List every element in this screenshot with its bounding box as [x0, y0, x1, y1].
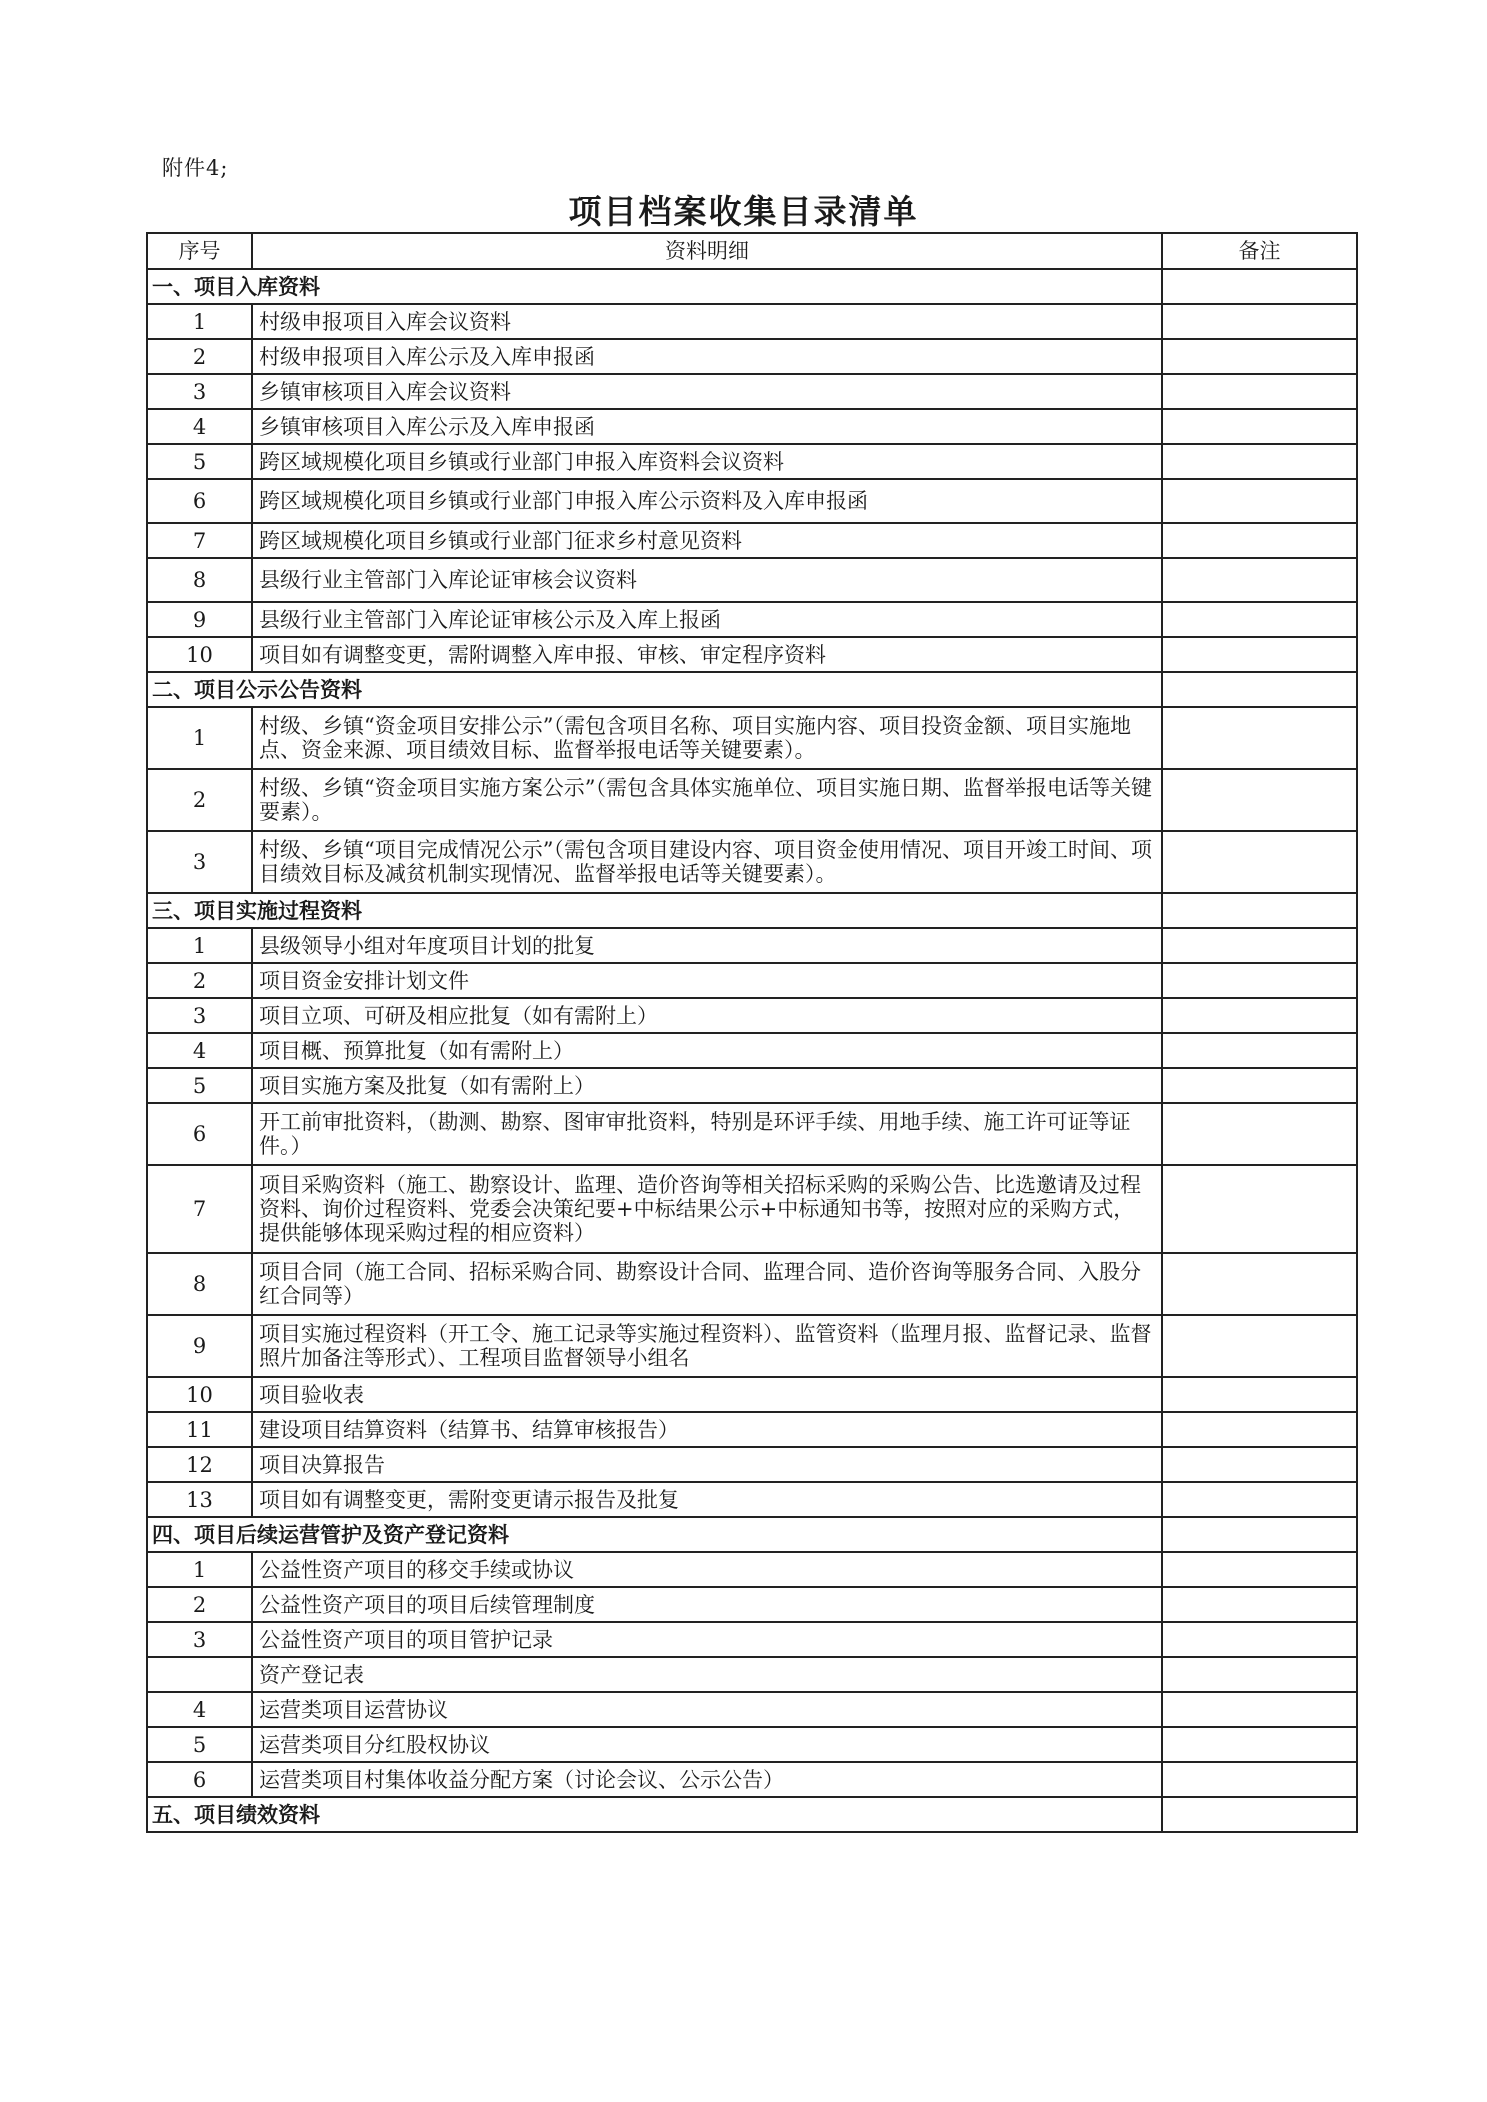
table-row [147, 1377, 1357, 1412]
note-cell [1162, 831, 1357, 893]
section-row [147, 893, 1357, 928]
note-cell [1162, 1727, 1357, 1762]
note-cell [1162, 1315, 1357, 1377]
row-number: 2 [147, 1587, 252, 1622]
table-row [147, 1165, 1357, 1253]
table-row [147, 374, 1357, 409]
table-row [147, 1315, 1357, 1377]
table-row [147, 409, 1357, 444]
row-number: 3 [147, 1622, 252, 1657]
row-number: 5 [147, 1068, 252, 1103]
row-detail: 公益性资产项目的项目后续管理制度 [252, 1587, 1162, 1622]
row-number: 6 [147, 1103, 252, 1165]
row-detail: 项目采购资料（施工、勘察设计、监理、造价咨询等相关招标采购的采购公告、比选邀请及过程资料、询价过程资料、党委会决策纪要+中标结果公示+中标通知书等，按照对应的采购方式，提供能够体现采购过程的相应资料） [252, 1165, 1162, 1253]
row-detail: 县级领导小组对年度项目计划的批复 [252, 928, 1162, 963]
note-cell [1162, 1692, 1357, 1727]
note-cell [1162, 998, 1357, 1033]
row-detail: 村级申报项目入库公示及入库申报函 [252, 339, 1162, 374]
note-cell [1162, 304, 1357, 339]
table-row [147, 1068, 1357, 1103]
note-cell [1162, 1482, 1357, 1517]
archive-checklist-table [146, 232, 1358, 1833]
note-cell [1162, 1517, 1357, 1552]
table-row [147, 637, 1357, 672]
table-row [147, 1482, 1357, 1517]
table-row [147, 558, 1357, 602]
note-cell [1162, 928, 1357, 963]
section-row [147, 269, 1357, 304]
row-detail: 村级、乡镇“资金项目实施方案公示”（需包含具体实施单位、项目实施日期、监督举报电话等关键要素）。 [252, 769, 1162, 831]
section-row [147, 1517, 1357, 1552]
row-detail: 资产登记表 [252, 1657, 1162, 1692]
note-cell [1162, 602, 1357, 637]
table-row [147, 1762, 1357, 1797]
table-row [147, 1622, 1357, 1657]
row-detail: 运营类项目运营协议 [252, 1692, 1162, 1727]
note-cell [1162, 1762, 1357, 1797]
row-detail: 项目立项、可研及相应批复（如有需附上） [252, 998, 1162, 1033]
row-detail: 跨区域规模化项目乡镇或行业部门征求乡村意见资料 [252, 523, 1162, 558]
row-detail: 乡镇审核项目入库公示及入库申报函 [252, 409, 1162, 444]
section-title: 一、项目入库资料 [147, 269, 1162, 304]
table-row [147, 707, 1357, 769]
document-title: 项目档案收集目录清单 [568, 192, 919, 231]
row-number: 4 [147, 409, 252, 444]
note-cell [1162, 1253, 1357, 1315]
section-title: 四、项目后续运营管护及资产登记资料 [147, 1517, 1162, 1552]
section-row [147, 1797, 1357, 1832]
note-cell [1162, 1103, 1357, 1165]
table-body [147, 269, 1357, 1832]
row-detail: 开工前审批资料，（勘测、勘察、图审审批资料，特别是环评手续、用地手续、施工许可证等证件。） [252, 1103, 1162, 1165]
table-row [147, 1657, 1357, 1692]
note-cell [1162, 1552, 1357, 1587]
row-number: 9 [147, 1315, 252, 1377]
row-detail: 运营类项目村集体收益分配方案（讨论会议、公示公告） [252, 1762, 1162, 1797]
header-note: 备注 [1162, 233, 1357, 269]
row-detail: 村级申报项目入库会议资料 [252, 304, 1162, 339]
row-number: 1 [147, 707, 252, 769]
row-number: 6 [147, 1762, 252, 1797]
row-detail: 项目实施过程资料（开工令、施工记录等实施过程资料）、监管资料（监理月报、监督记录、监督照片加备注等形式）、工程项目监督领导小组名 [252, 1315, 1162, 1377]
table-row [147, 1447, 1357, 1482]
table-row [147, 963, 1357, 998]
row-number: 2 [147, 769, 252, 831]
note-cell [1162, 444, 1357, 479]
row-detail: 公益性资产项目的移交手续或协议 [252, 1552, 1162, 1587]
row-detail: 项目资金安排计划文件 [252, 963, 1162, 998]
row-number: 4 [147, 1692, 252, 1727]
row-detail: 跨区域规模化项目乡镇或行业部门申报入库资料会议资料 [252, 444, 1162, 479]
row-detail: 公益性资产项目的项目管护记录 [252, 1622, 1162, 1657]
table-row [147, 1412, 1357, 1447]
row-number: 5 [147, 1727, 252, 1762]
table-row [147, 831, 1357, 893]
row-detail: 乡镇审核项目入库会议资料 [252, 374, 1162, 409]
note-cell [1162, 672, 1357, 707]
note-cell [1162, 1068, 1357, 1103]
note-cell [1162, 558, 1357, 602]
row-detail: 项目合同（施工合同、招标采购合同、勘察设计合同、监理合同、造价咨询等服务合同、入股分红合同等） [252, 1253, 1162, 1315]
row-number: 2 [147, 963, 252, 998]
row-number: 7 [147, 523, 252, 558]
row-number: 10 [147, 637, 252, 672]
row-number: 7 [147, 1165, 252, 1253]
row-number: 1 [147, 304, 252, 339]
header-no: 序号 [147, 233, 252, 269]
note-cell [1162, 1657, 1357, 1692]
table-row [147, 1552, 1357, 1587]
table-row [147, 1692, 1357, 1727]
row-detail: 村级、乡镇“项目完成情况公示”（需包含项目建设内容、项目资金使用情况、项目开竣工时间、项目绩效目标及减贫机制实现情况、监督举报电话等关键要素）。 [252, 831, 1162, 893]
row-number: 3 [147, 374, 252, 409]
row-detail: 建设项目结算资料（结算书、结算审核报告） [252, 1412, 1162, 1447]
note-cell [1162, 1377, 1357, 1412]
note-cell [1162, 1622, 1357, 1657]
row-number: 11 [147, 1412, 252, 1447]
table-row [147, 602, 1357, 637]
section-title: 五、项目绩效资料 [147, 1797, 1162, 1832]
row-detail: 项目概、预算批复（如有需附上） [252, 1033, 1162, 1068]
note-cell [1162, 1412, 1357, 1447]
row-number: 10 [147, 1377, 252, 1412]
note-cell [1162, 479, 1357, 523]
note-cell [1162, 1797, 1357, 1832]
row-number: 3 [147, 998, 252, 1033]
row-number: 5 [147, 444, 252, 479]
table-row [147, 1033, 1357, 1068]
row-detail: 项目决算报告 [252, 1447, 1162, 1482]
table-row [147, 769, 1357, 831]
note-cell [1162, 1587, 1357, 1622]
row-detail: 项目实施方案及批复（如有需附上） [252, 1068, 1162, 1103]
table-row [147, 1587, 1357, 1622]
row-detail: 项目如有调整变更，需附调整入库申报、审核、审定程序资料 [252, 637, 1162, 672]
row-number: 9 [147, 602, 252, 637]
row-detail: 县级行业主管部门入库论证审核会议资料 [252, 558, 1162, 602]
table-row [147, 304, 1357, 339]
note-cell [1162, 374, 1357, 409]
section-title: 三、项目实施过程资料 [147, 893, 1162, 928]
table-header-row [147, 233, 1357, 269]
row-number: 4 [147, 1033, 252, 1068]
note-cell [1162, 339, 1357, 374]
row-number: 12 [147, 1447, 252, 1482]
note-cell [1162, 409, 1357, 444]
row-number: 8 [147, 558, 252, 602]
note-cell [1162, 707, 1357, 769]
table-row [147, 1253, 1357, 1315]
note-cell [1162, 963, 1357, 998]
attachment-label: 附件4; [162, 156, 229, 180]
note-cell [1162, 1165, 1357, 1253]
note-cell [1162, 523, 1357, 558]
table-row [147, 523, 1357, 558]
row-detail: 项目验收表 [252, 1377, 1162, 1412]
section-row [147, 672, 1357, 707]
row-number: 2 [147, 339, 252, 374]
row-number: 1 [147, 1552, 252, 1587]
table-row [147, 444, 1357, 479]
table-row [147, 339, 1357, 374]
row-detail: 运营类项目分红股权协议 [252, 1727, 1162, 1762]
note-cell [1162, 1033, 1357, 1068]
row-number [147, 1657, 252, 1692]
section-title: 二、项目公示公告资料 [147, 672, 1162, 707]
row-detail: 项目如有调整变更，需附变更请示报告及批复 [252, 1482, 1162, 1517]
note-cell [1162, 269, 1357, 304]
table-row [147, 1727, 1357, 1762]
header-detail: 资料明细 [252, 233, 1162, 269]
row-number: 8 [147, 1253, 252, 1315]
note-cell [1162, 1447, 1357, 1482]
note-cell [1162, 893, 1357, 928]
table-row [147, 928, 1357, 963]
row-detail: 县级行业主管部门入库论证审核公示及入库上报函 [252, 602, 1162, 637]
row-number: 6 [147, 479, 252, 523]
row-detail: 村级、乡镇“资金项目安排公示”（需包含项目名称、项目实施内容、项目投资金额、项目实施地点、资金来源、项目绩效目标、监督举报电话等关键要素）。 [252, 707, 1162, 769]
note-cell [1162, 637, 1357, 672]
table-row [147, 1103, 1357, 1165]
table-row [147, 479, 1357, 523]
row-number: 13 [147, 1482, 252, 1517]
note-cell [1162, 769, 1357, 831]
row-detail: 跨区域规模化项目乡镇或行业部门申报入库公示资料及入库申报函 [252, 479, 1162, 523]
row-number: 3 [147, 831, 252, 893]
table-row [147, 998, 1357, 1033]
row-number: 1 [147, 928, 252, 963]
